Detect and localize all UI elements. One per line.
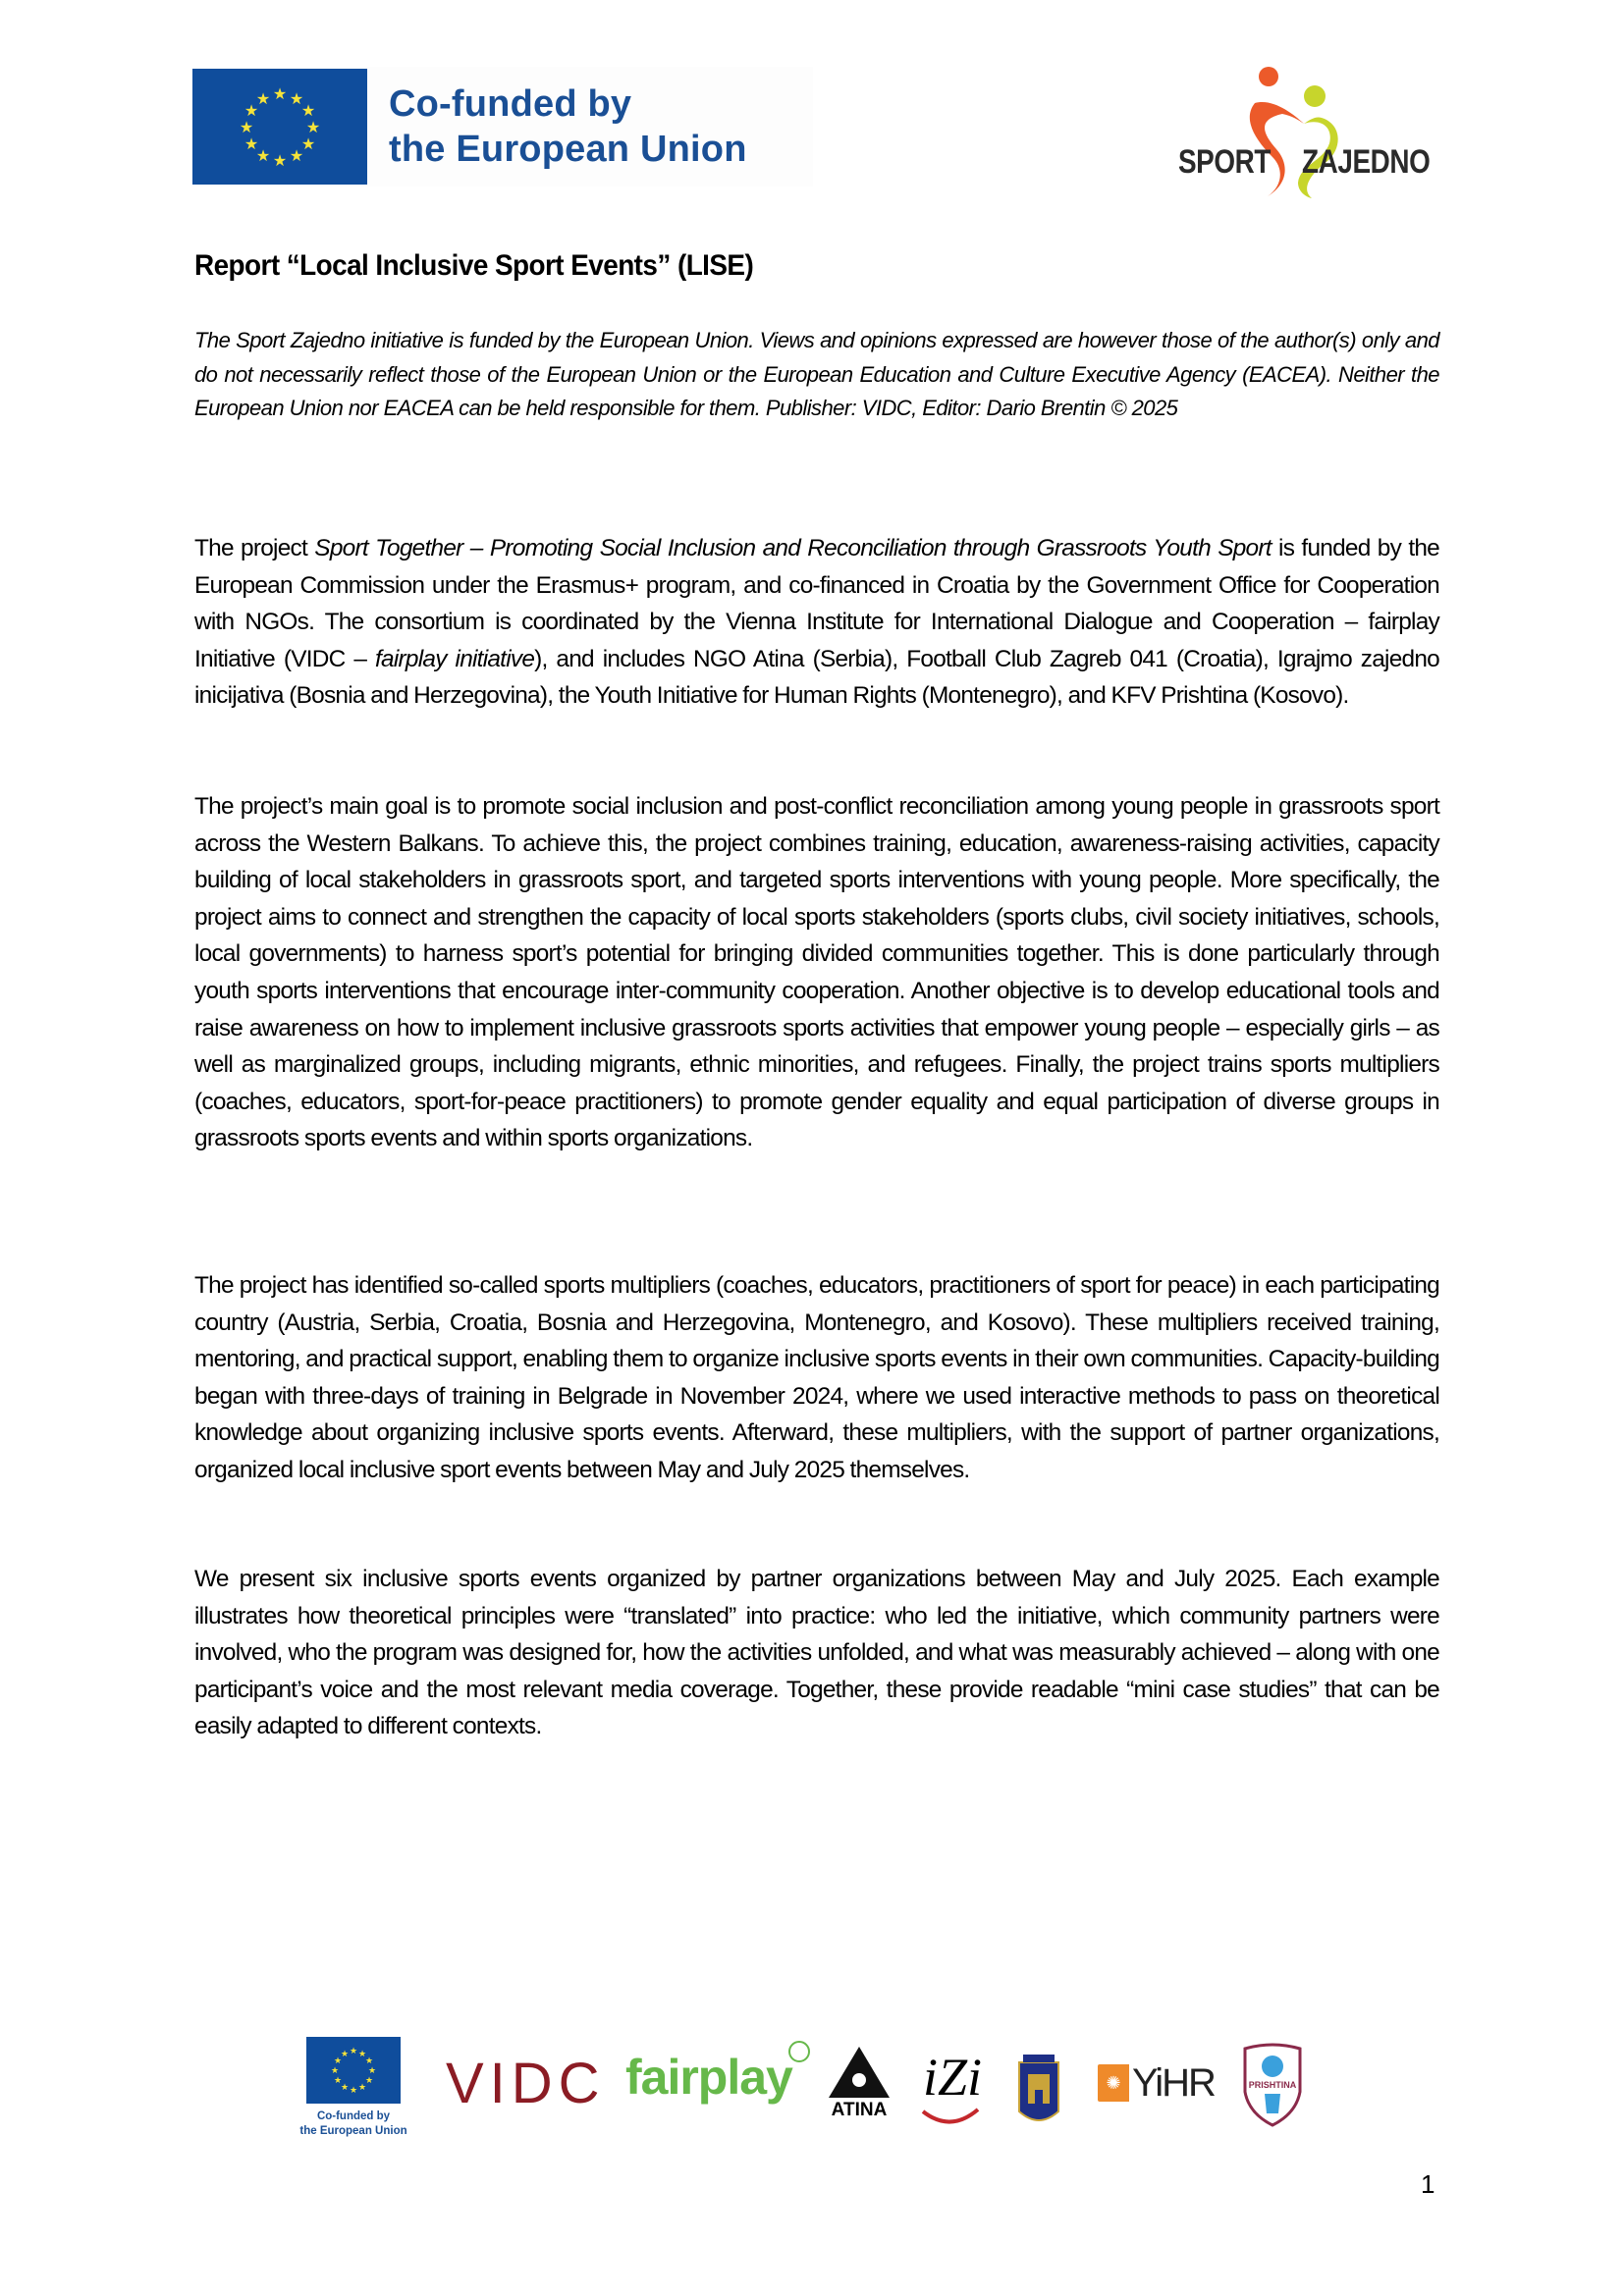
svg-text:★: ★ (239, 120, 254, 136)
vidc-logo: VIDC (446, 2052, 606, 2115)
yihr-emblem-icon: ✺ (1098, 2064, 1129, 2102)
eu-small-caption (295, 2109, 412, 2139)
izi-label: iZi (923, 2048, 983, 2107)
svg-text:★: ★ (244, 136, 259, 153)
svg-text:★: ★ (367, 2065, 377, 2075)
sport-word: SPORT (1178, 143, 1271, 181)
page-number: 1 (1421, 2169, 1435, 2199)
atina-logo (825, 2045, 893, 2133)
sport-zajedno-logo-icon (1174, 59, 1439, 206)
svg-text:★: ★ (300, 136, 316, 153)
eu-cofunded-line2: the European Union (389, 129, 747, 170)
svg-text:★: ★ (244, 103, 259, 120)
eu-flag-icon (192, 69, 367, 185)
svg-text:★: ★ (357, 2082, 367, 2092)
partner-logos-strip (299, 2037, 1318, 2150)
svg-text:★: ★ (330, 2065, 340, 2075)
fairplay-logo (625, 2049, 792, 2106)
city-crest-icon (1015, 2053, 1062, 2129)
eu-cofunded-text (389, 81, 747, 172)
svg-text:★: ★ (364, 2056, 374, 2065)
svg-text:★: ★ (357, 2049, 367, 2058)
svg-text:★: ★ (305, 120, 321, 136)
yihr-label: YiHR (1132, 2060, 1215, 2105)
svg-text:★: ★ (333, 2075, 343, 2085)
paragraph-events-overview: We present six inclusive sports events organized by partner organizations between May and July 2025. Each example illustrates how theoretical principles were “translated” into practice: who led the initiative, which community partners were involved, who the program was designed for, how the activities unfolded, and what was measurably achieved – along with one participant’s voice and the most relevant media coverage. Together, these provide readable “mini case studies” that can be easily adapted to different contexts. (194, 1566, 1439, 1740)
svg-text:★: ★ (289, 148, 304, 165)
paragraph-text: The project (194, 535, 315, 561)
fairplay-label: fairplay (625, 2050, 792, 2105)
triangle-icon (825, 2045, 893, 2100)
fairplay-initiative-italic: fairplay initiative (375, 645, 535, 672)
svg-text:★: ★ (349, 2046, 358, 2056)
svg-text:★: ★ (272, 153, 288, 170)
svg-text:★: ★ (340, 2049, 350, 2058)
eu-caption-line2: the European Union (299, 2125, 407, 2137)
svg-text:★: ★ (300, 103, 316, 120)
svg-text:★: ★ (255, 148, 271, 165)
svg-text:PRISHTINA: PRISHTINA (1248, 2080, 1297, 2090)
zajedno-word: ZAJEDNO (1302, 143, 1431, 181)
prishtina-logo (1241, 2043, 1304, 2127)
eu-caption-line1: Co-funded by (316, 2110, 391, 2122)
eu-cofunded-logo (192, 67, 813, 187)
eu-flag-icon (299, 2037, 407, 2137)
paragraph-text: ), and includes NGO Atina (Serbia), Football Club Zagreb 041 (Croatia), Igrajmo zajedno inicijativa (Bosnia and Herzegovina), the Youth Initiative for Human Rights (Montenegro), and KFV Prishtina (Kosovo). (194, 645, 1439, 710)
yihr-logo (1098, 2058, 1215, 2108)
paragraph-text: is funded by the European Commission under the Erasmus+ program, and co-financed in Croatia by the Government Office for Cooperation with NGOs. The consortium is coordinated by the Vienna Institute for International Dialogue and Cooperation – fairplay Initiative (VIDC – (194, 535, 1439, 672)
eu-cofunded-line1: Co-funded by (389, 83, 632, 125)
svg-text:★: ★ (289, 91, 304, 108)
svg-text:★: ★ (349, 2085, 358, 2095)
svg-text:★: ★ (364, 2075, 374, 2085)
paragraph-main-goal: The project’s main goal is to promote social inclusion and post-conflict reconciliation among young people in grassroots sport across the Western Balkans. To achieve this, the project combines training, education, awareness-raising activities, capacity building of local stakeholders in grassroots sport, and targeted sports interventions with young people. More specifically, the project aims to connect and strengthen the capacity of local sports stakeholders (sports clubs, civil society initiatives, schools, local governments) to harness sport’s potential for bringing divided communities together. This is done particularly through youth sports interventions that encourage inter-community cooperation. Another objective is to develop educational tools and raise awareness on how to implement inclusive grassroots sports activities that empower young people – especially girls – as well as marginalized groups, including migrants, ethnic minorities, and refugees. Finally, the project trains sports multipliers (coaches, educators, sport-for-peace practitioners) to promote gender equality and equal participation of diverse groups in grassroots sports events and within sports organizations. (194, 793, 1439, 1152)
funding-disclaimer: The Sport Zajedno initiative is funded by the European Union. Views and opinions expressed are however those of the author(s) only and do not necessarily reflect those of the European Union or the European Education and Culture Executive Agency (EACEA). Neither the European Union nor EACEA can be held responsible for them. Publisher: VIDC, Editor: Dario Brentin © 2025 (194, 328, 1439, 420)
sport-zajedno-logo (1174, 59, 1439, 206)
svg-text:★: ★ (333, 2056, 343, 2065)
svg-text:★: ★ (272, 86, 288, 103)
smile-icon (921, 2108, 980, 2127)
paragraph-multipliers: The project has identified so-called sports multipliers (coaches, educators, practitioners of sport for peace) in each participating country (Austria, Serbia, Croatia, Bosnia and Herzegovina, Montenegro, and Kosovo). These multipliers received training, mentoring, and practical support, enabling them to organize inclusive sports events in their own communities. Capacity-building began with three-days of training in Belgrade in November 2024, where we used interactive methods to pass on theoretical knowledge about organizing inclusive sports events. Afterward, these multipliers, with the support of partner organizations, organized local inclusive sport events between May and July 2025 themselves. (194, 1272, 1439, 1483)
shield-icon (1241, 2043, 1304, 2127)
paragraph-project-intro (194, 530, 1439, 715)
project-name-italic: Sport Together – Promoting Social Inclusion and Reconciliation through Grassroots Youth Sport (314, 535, 1272, 561)
svg-text:★: ★ (255, 91, 271, 108)
football-icon (788, 2041, 810, 2062)
document-title: Report “Local Inclusive Sport Events” (LISE) (194, 249, 754, 282)
atina-label: ATINA (831, 2100, 888, 2120)
izi-logo (923, 2047, 982, 2108)
svg-text:★: ★ (340, 2082, 350, 2092)
